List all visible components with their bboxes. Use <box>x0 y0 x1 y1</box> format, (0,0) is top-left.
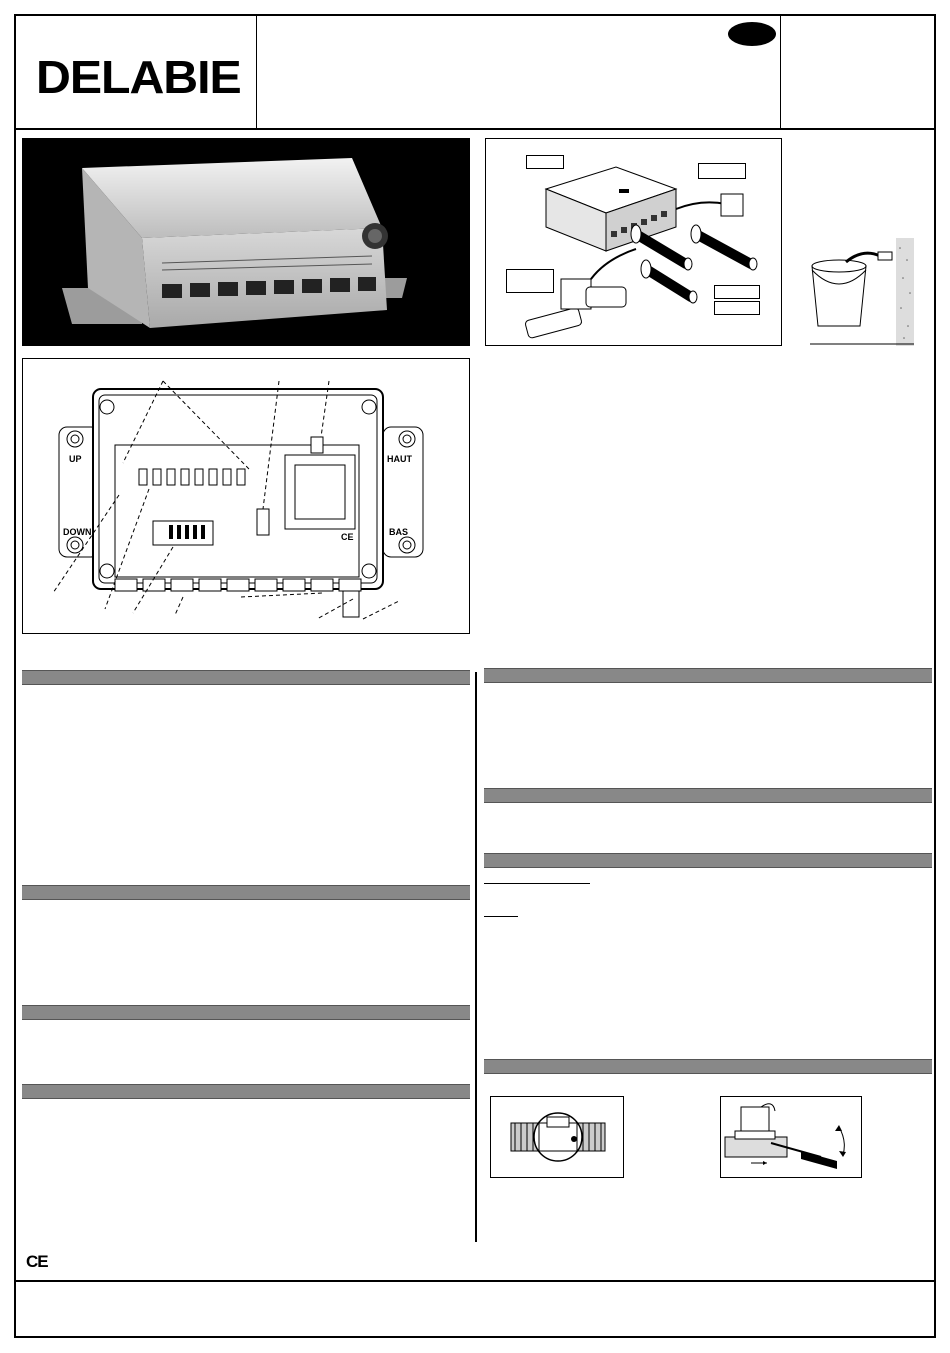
bucket-illustration <box>808 238 918 350</box>
callout-box-4 <box>714 285 760 299</box>
callout-box-1 <box>526 155 564 169</box>
product-photo <box>22 138 470 346</box>
section-bar-right-4 <box>484 1059 932 1074</box>
section-bar-left-2 <box>22 885 470 900</box>
valve-figure-1 <box>490 1096 624 1178</box>
underline-1 <box>484 883 590 884</box>
label-haut: HAUT <box>387 454 412 464</box>
section-bar-left-3 <box>22 1005 470 1020</box>
label-ce: CE <box>341 532 354 542</box>
section-bar-right-2 <box>484 788 932 803</box>
board-diagram <box>22 358 470 634</box>
section-bar-left-1 <box>22 670 470 685</box>
header-separator-right <box>780 14 781 129</box>
callout-box-3 <box>506 269 554 293</box>
label-bas: BAS <box>389 527 409 537</box>
section-bar-left-4 <box>22 1084 470 1099</box>
brand-logo: DELABIE <box>36 51 241 103</box>
section-bar-right-1 <box>484 668 932 683</box>
language-badge <box>728 22 776 46</box>
callout-box-5 <box>714 301 760 315</box>
ce-mark: CE <box>26 1252 48 1271</box>
header-divider <box>14 128 936 130</box>
label-down: DOWN <box>63 527 92 537</box>
footer-divider <box>14 1280 936 1282</box>
label-up: UP <box>69 454 82 464</box>
section-bar-right-3 <box>484 853 932 868</box>
underline-2 <box>484 916 518 917</box>
callout-box-2 <box>698 163 746 179</box>
header-separator-left <box>256 14 257 129</box>
column-divider <box>475 672 477 1242</box>
installation-diagram <box>485 138 782 346</box>
valve-figure-2 <box>720 1096 862 1178</box>
